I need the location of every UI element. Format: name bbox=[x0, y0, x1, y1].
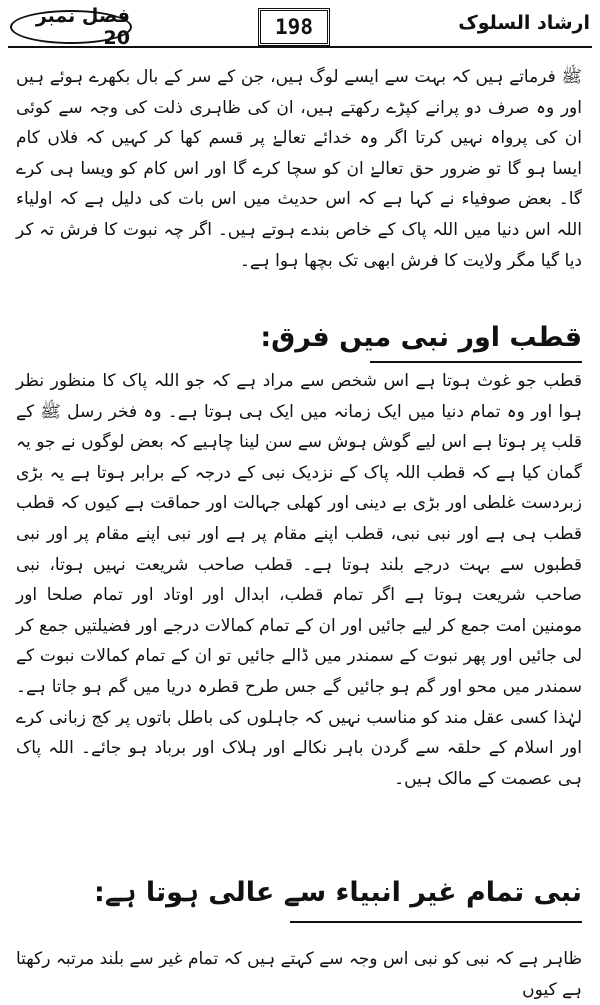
page-number: 198 bbox=[258, 8, 330, 46]
header-rule bbox=[8, 46, 592, 48]
paragraph-3: ظاہر ہے کہ نبی کو نبی اس وجہ سے کہتے ہیں کہ تمام غیر سے بلند مرتبہ رکھتا ہے کیوں bbox=[16, 949, 582, 1000]
paragraph-2: قطب جو غوث ہوتا ہے اس شخص سے مراد ہے کہ جو اللہ پاک کا منظور نظر ہوا اور وہ تمام دنیا میں ایک زمانہ میں ایک ہی ہوتا ہے۔ وہ فخر رسل ﷺ کے قلب پر ہوتا ہے اس لیے گوش ہوش سے سن لینا چاہیے کہ بعض لوگوں نے جو یہ گمان کیا ہے کہ قطب اللہ پاک کے نزدیک نبی کے درجہ کے برابر ہوتا ہے یہ بڑی زبردست غلطی اور بڑی بے دینی اور کھلی جہالت اور حماقت ہے کیوں کہ قطب قطب ہی ہے اور نبی نبی، قطب اپنے مقام پر ہے اور نبی اپنے مقام پر اور نبی قطبوں سے بہت درجے بلند ہوتا ہے۔ قطب صاحب شریعت نہیں ہوتا، نبی صاحب شریعت ہوتا ہے اگر تمام قطب، ابدال اور اوتاد اور تمام صلحا اور مومنین امت جمع کر لیے جائیں اور ان کے تمام کمالات درجے اور فضیلتیں جمع کر لی جائیں اور پھر نبوت کے سمندر میں ڈالے جائیں تو ان کے تمام کمالات نبوت کے سمندر میں محو اور گم ہو جائیں گے جس طرح قطرہ دریا میں گم ہو جاتا ہے۔ لہٰذا کسی عقل مند کو مناسب نہیں کہ جاہلوں کی باطل باتوں پر کج زبانی کرے اور اسلام کے حلقہ سے گردن باہر نکالے اور ہلاک اور برباد ہو جائے۔ اللہ پاک ہی عصمت کے مالک ہیں۔ bbox=[16, 371, 582, 789]
running-title: ارشاد السلوک bbox=[458, 12, 590, 34]
heading-underline bbox=[290, 921, 582, 923]
chapter-badge: فصل نمبر 20 bbox=[10, 10, 132, 44]
paragraph-1: ﷺ فرماتے ہیں کہ بہت سے ایسے لوگ ہیں، جن کے سر کے بال بکھرے ہوئے ہیں اور وہ صرف دو پرانے کپڑے رکھتے ہیں، ان کی ظاہری ذلت کی وجہ سے کوئی ان کی پرواہ نہیں کرتا اگر وہ خدائے تعالےٰ پر قسم کھا کر کہیں کہ فلاں کام ایسا ہو گا تو ضرور حق تعالےٰ ان کو سچا کرے گا اور اس کام کو ویسا ہی کرے گا۔ بعض صوفیاء نے کہا ہے کہ اس حدیث میں اس بات کی دلیل ہے کہ اولیاء اللہ اس دنیا میں اللہ پاک کے خاص بندے ہوتے ہیں۔ اگر چہ نبوت کا فرش تہ کر دیا گیا مگر ولایت کا فرش ابھی تک بچھا ہوا ہے۔ bbox=[16, 67, 582, 271]
section-heading-qutb-nabi: قطب اور نبی میں فرق: bbox=[260, 322, 582, 353]
heading-underline bbox=[370, 361, 582, 363]
section-heading-nabi-aali: نبی تمام غیر انبیاء سے عالی ہوتا ہے: bbox=[94, 877, 582, 908]
page-header bbox=[8, 5, 592, 50]
